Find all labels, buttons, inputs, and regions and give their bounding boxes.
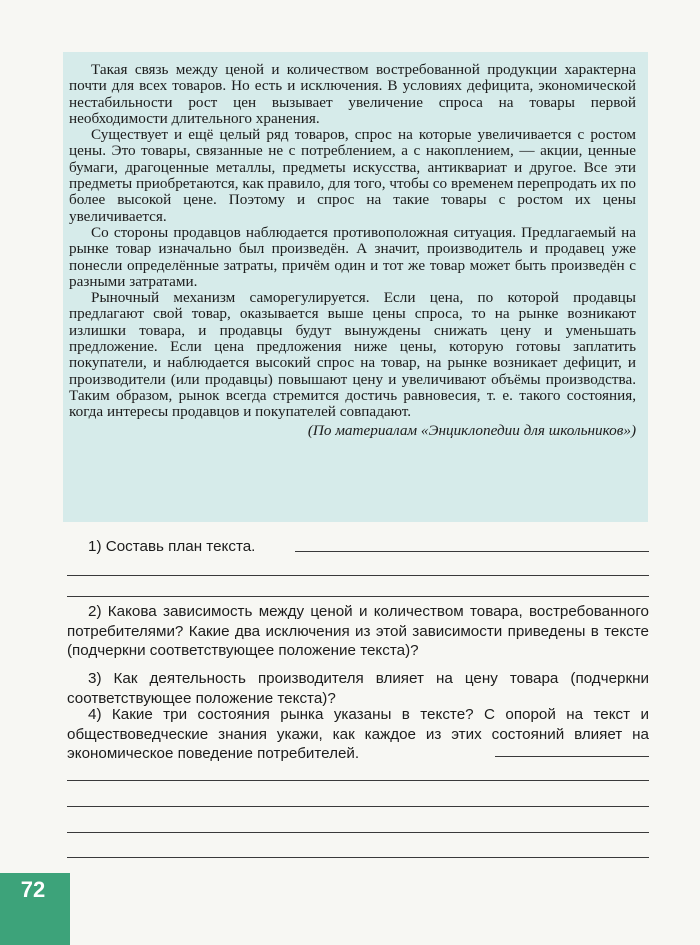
question-2 [67, 602, 649, 661]
answer-line-4d[interactable] [67, 832, 649, 833]
passage-paragraph-4: Рыночный механизм саморегулируется. Если цена, по которой продавцы предлагают свой товар, оказывается выше цены спроса, то на рынке возникают излишки товара, и продавцы будут вынуждены снижать цену и уменьшать предложение. Если цена предложения ниже цены, которую готовы заплатить покупатели, и наблюдается высокий спрос на товар, на рынке возникает дефицит, и производители (или продавцы) повышают цену и увеличивают объёмы производства. Таким образом, рынок всегда стремится достичь равновесия, т. е. такого состояния, когда интересы продавцов и покупателей совпадают. [69, 289, 636, 421]
passage-paragraph-1: Такая связь между ценой и количеством востребованной продукции характерна почти для всех товаров. Но есть и исключения. В условиях дефицита, экономической нестабильности рост цен вызывает увеличение спроса на товары первой необходимости длительного хранения. [69, 61, 636, 127]
passage-source: (По материалам «Энциклопедии для школьников») [307, 421, 636, 439]
answer-line-1a[interactable] [295, 551, 649, 552]
reading-passage [63, 52, 648, 522]
question-1 [67, 537, 649, 557]
answer-line-1c[interactable] [67, 596, 649, 597]
passage-paragraph-3: Со стороны продавцов наблюдается противоположная ситуация. Предлагаемый на рынке товар изначально был произведён. А значит, производитель и продавец уже понесли определённые затраты, причём один и тот же товар может быть произведён с разными затратами. [69, 223, 636, 290]
passage-paragraph-2: Существует и ещё целый ряд товаров, спрос на которые увеличивается с ростом цены. Это товары, связанные не с потреблением, а с накоплением, — акции, ценные бумаги, драгоценные металлы, предметы искусства, антиквариат и другое. Все эти предметы приобретаются, как правило, для того, чтобы со временем перепродать их по более высокой цене. Поэтому и спрос на такие товары с ростом их цены увеличивается. [69, 126, 636, 225]
page-number: 72 [20, 877, 46, 902]
answer-line-1b[interactable] [67, 575, 649, 576]
question-4-text: 4) Какие три состояния рынка указаны в тексте? С опорой на текст и обществоведческие знания укажи, как каждое из этих состояний влияет на экономическое поведение потребителей. [67, 706, 649, 762]
question-2-text: 2) Какова зависимость между ценой и количеством товара, востребованного потребителями? Какие два исключения из этой зависимости приведены в тексте (подчеркни соответствующее положение текста)? [67, 603, 649, 659]
answer-line-4b[interactable] [67, 780, 649, 781]
question-3-text: 3) Как деятельность производителя влияет на цену товара (подчеркни соответствующее положение текста)? [67, 670, 649, 707]
question-3 [67, 669, 649, 708]
answer-line-4c[interactable] [67, 806, 649, 807]
answer-line-4a[interactable] [495, 756, 649, 757]
question-4 [67, 705, 649, 764]
answer-line-4e[interactable] [67, 857, 649, 858]
question-1-text: 1) Составь план текста. [88, 538, 256, 555]
